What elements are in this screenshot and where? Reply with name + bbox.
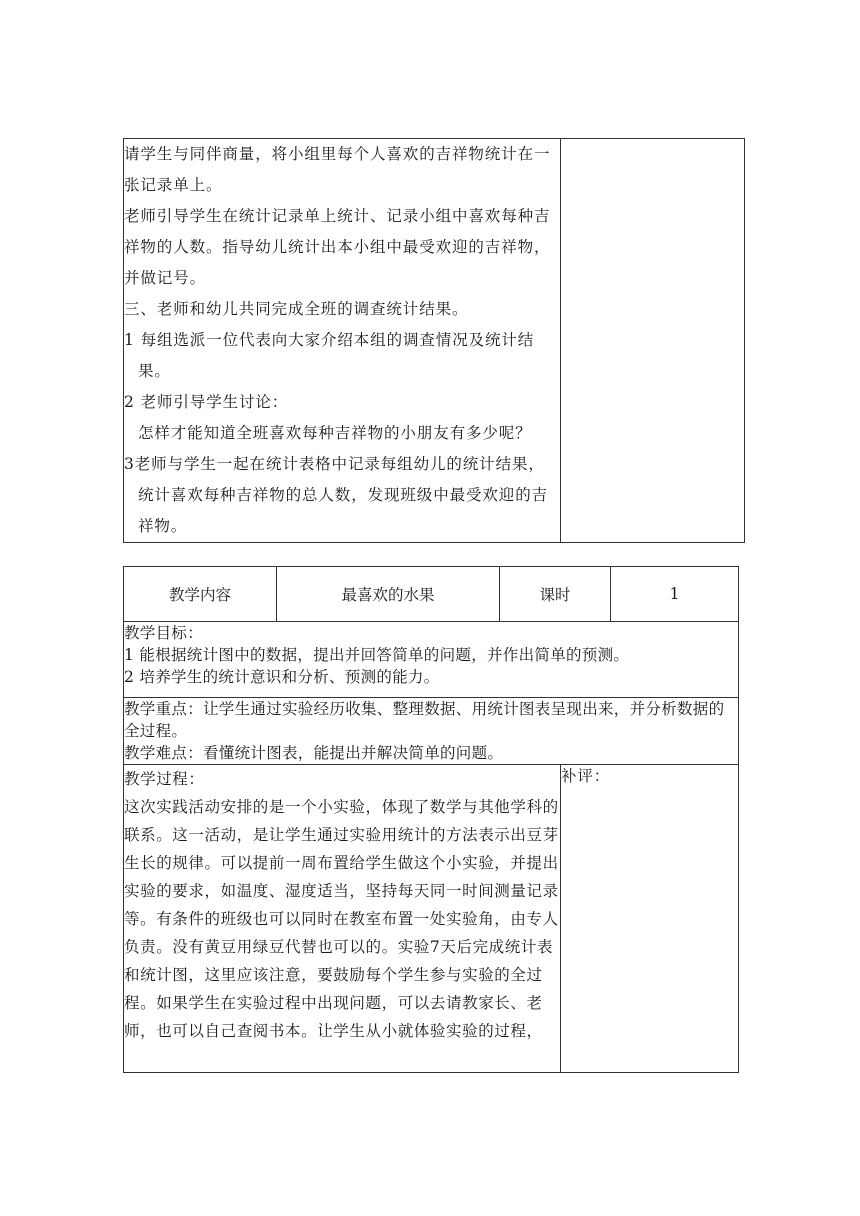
process-title: 教学过程： <box>124 770 205 788</box>
paragraph-record-sheet: 请学生与同伴商量，将小组里每个人喜欢的吉祥物统计在一张记录单上。 <box>124 145 551 194</box>
note-cell <box>561 765 739 1073</box>
blank-notes-cell <box>561 139 745 543</box>
process-body: 这次实践活动安排的是一个小实验，体现了数学与其他学科的联系。这一活动，是让学生通过实验用统计的方法表示出豆芽生长的规律。可以提前一周布置给学生做这个小实验，并提出实验的要求，如温度、湿度适当，坚持每天同一时间测量记录等。有条件的班级也可以同时在教室布置一处实验角，由专人负责。没有黄豆用绿豆代替也可以的。实验7天后完成统计表和统计图，这里应该注意，要鼓励每个学生参与实验的全过程。如果学生在实验过程中出现问题，可以去请教家长、老师，也可以自己查阅书本。让学生从小就体验实验的过程， <box>124 798 559 1040</box>
lesson-continuation-table <box>123 138 745 543</box>
objectives-title: 教学目标： <box>124 624 204 642</box>
step-2: 2 老师引导学生讨论： <box>124 393 289 411</box>
objective-item-1: 1 能根据统计图中的数据，提出并回答简单的问题，并作出简单的预测。 <box>124 646 630 664</box>
process-cell <box>124 765 561 1073</box>
step-1: 1 每组选派一位代表向大家介绍本组的调查情况及统计结果。 <box>124 331 535 380</box>
lesson-plan-table <box>123 566 739 1073</box>
objective-item-2: 2 培养学生的统计意识和分析、预测的能力。 <box>124 668 440 686</box>
key-point-text: 教学重点：让学生通过实验经历收集、整理数据、用统计图表呈现出来，并分析数据的全过程。 <box>124 700 725 740</box>
section-heading-class-survey: 三、老师和幼儿共同完成全班的调查统计结果。 <box>124 300 469 318</box>
difficulty-text: 教学难点：看懂统计图表，能提出并解决简单的问题。 <box>124 744 504 762</box>
period-label: 课时 <box>500 567 611 622</box>
step-2-question: 怎样才能知道全班喜欢每种吉祥物的小朋友有多少呢？ <box>138 424 532 442</box>
objectives-cell <box>124 622 739 698</box>
key-points-cell <box>124 698 739 765</box>
content-value: 最喜欢的水果 <box>277 567 500 622</box>
paragraph-teacher-guide: 老师引导学生在统计记录单上统计、记录小组中喜欢每种吉祥物的人数。指导幼儿统计出本小组中最受欢迎的吉祥物，并做记号。 <box>124 207 551 287</box>
activity-steps-cell <box>124 139 561 543</box>
content-label: 教学内容 <box>124 567 277 622</box>
note-label: 补评： <box>561 767 611 785</box>
period-value: 1 <box>611 567 739 622</box>
step-3: 3老师与学生一起在统计表格中记录每组幼儿的统计结果，统计喜欢每种吉祥物的总人数，发现班级中最受欢迎的吉祥物。 <box>124 455 549 535</box>
